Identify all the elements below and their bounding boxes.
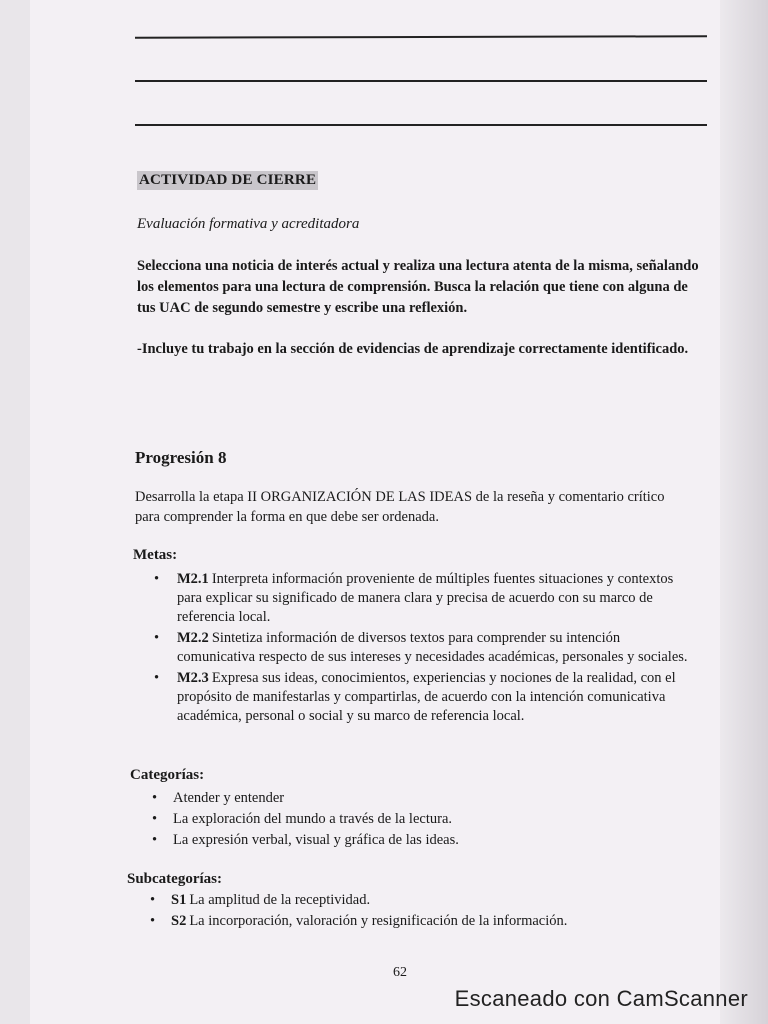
metas-list bbox=[150, 570, 688, 728]
evidence-note: -Incluye tu trabajo en la sección de evidencias de aprendizaje correctamente identificado. bbox=[137, 341, 689, 357]
subcategorias-label: Subcategorías: bbox=[127, 871, 222, 887]
bullet-icon: • bbox=[150, 913, 156, 929]
subcategoria-item: • S1 La amplitud de la receptividad. bbox=[150, 892, 371, 908]
answer-line-3 bbox=[135, 124, 707, 126]
meta-text: Expresa sus ideas, conocimientos, experiencias y nociones de la realidad, con el propósito de manifestarlas y compartirlas, de acuerdo con la intención comunicativa académica, personal o social y su marco de referencia local. bbox=[177, 670, 676, 724]
bullet-icon: • bbox=[154, 571, 160, 587]
subcategorias-list bbox=[146, 891, 666, 933]
page-edge-shadow bbox=[720, 0, 768, 1024]
bullet-icon: • bbox=[150, 892, 156, 908]
meta-code: M2.1 bbox=[177, 571, 209, 587]
metas-label: Metas: bbox=[133, 547, 178, 563]
scanner-watermark: Escaneado con CamScanner bbox=[454, 986, 748, 1011]
meta-item bbox=[150, 669, 688, 726]
meta-item bbox=[150, 629, 688, 667]
activity-title: ACTIVIDAD DE CIERRE bbox=[139, 172, 317, 188]
meta-code: M2.3 bbox=[177, 670, 209, 686]
categoria-item: • La exploración del mundo a través de la lectura. bbox=[152, 811, 453, 827]
categoria-item: • Atender y entender bbox=[152, 790, 285, 806]
page-number: 62 bbox=[393, 965, 407, 980]
bullet-icon: • bbox=[154, 670, 160, 686]
instruction-paragraph: Selecciona una noticia de interés actual y realiza una lectura atenta de la misma, señalando los elementos para una lectura de comprensión. Busca la relación que tiene con alguna de tus UAC de segundo semestre y escribe una reflexión. bbox=[137, 258, 699, 316]
bullet-icon: • bbox=[154, 630, 160, 646]
categoria-item: • La expresión verbal, visual y gráfica de las ideas. bbox=[152, 832, 459, 848]
categorias-label: Categorías: bbox=[130, 767, 205, 783]
progression-title: Progresión 8 bbox=[135, 448, 227, 467]
meta-code: M2.2 bbox=[177, 630, 209, 646]
meta-text: Interpreta información proveniente de múltiples fuentes situaciones y contextos para explicar su significado de manera clara y precisa de acuerdo con su marco de referencia local. bbox=[177, 571, 674, 625]
meta-item bbox=[150, 570, 688, 627]
bullet-icon: • bbox=[152, 832, 158, 848]
bullet-icon: • bbox=[152, 790, 158, 806]
answer-line-2 bbox=[135, 80, 707, 82]
bullet-icon: • bbox=[152, 811, 158, 827]
activity-subtitle: Evaluación formativa y acreditadora bbox=[137, 216, 360, 232]
categorias-list bbox=[148, 789, 668, 852]
subcategoria-item: • S2 La incorporación, valoración y resignificación de la información. bbox=[150, 913, 568, 929]
progression-description: Desarrolla la etapa II ORGANIZACIÓN DE LAS IDEAS de la reseña y comentario crítico para comprender la forma en que debe ser ordenada. bbox=[135, 489, 665, 525]
meta-text: Sintetiza información de diversos textos para comprender su intención comunicativa respecto de sus intereses y necesidades académicas, personales y sociales. bbox=[177, 630, 688, 665]
